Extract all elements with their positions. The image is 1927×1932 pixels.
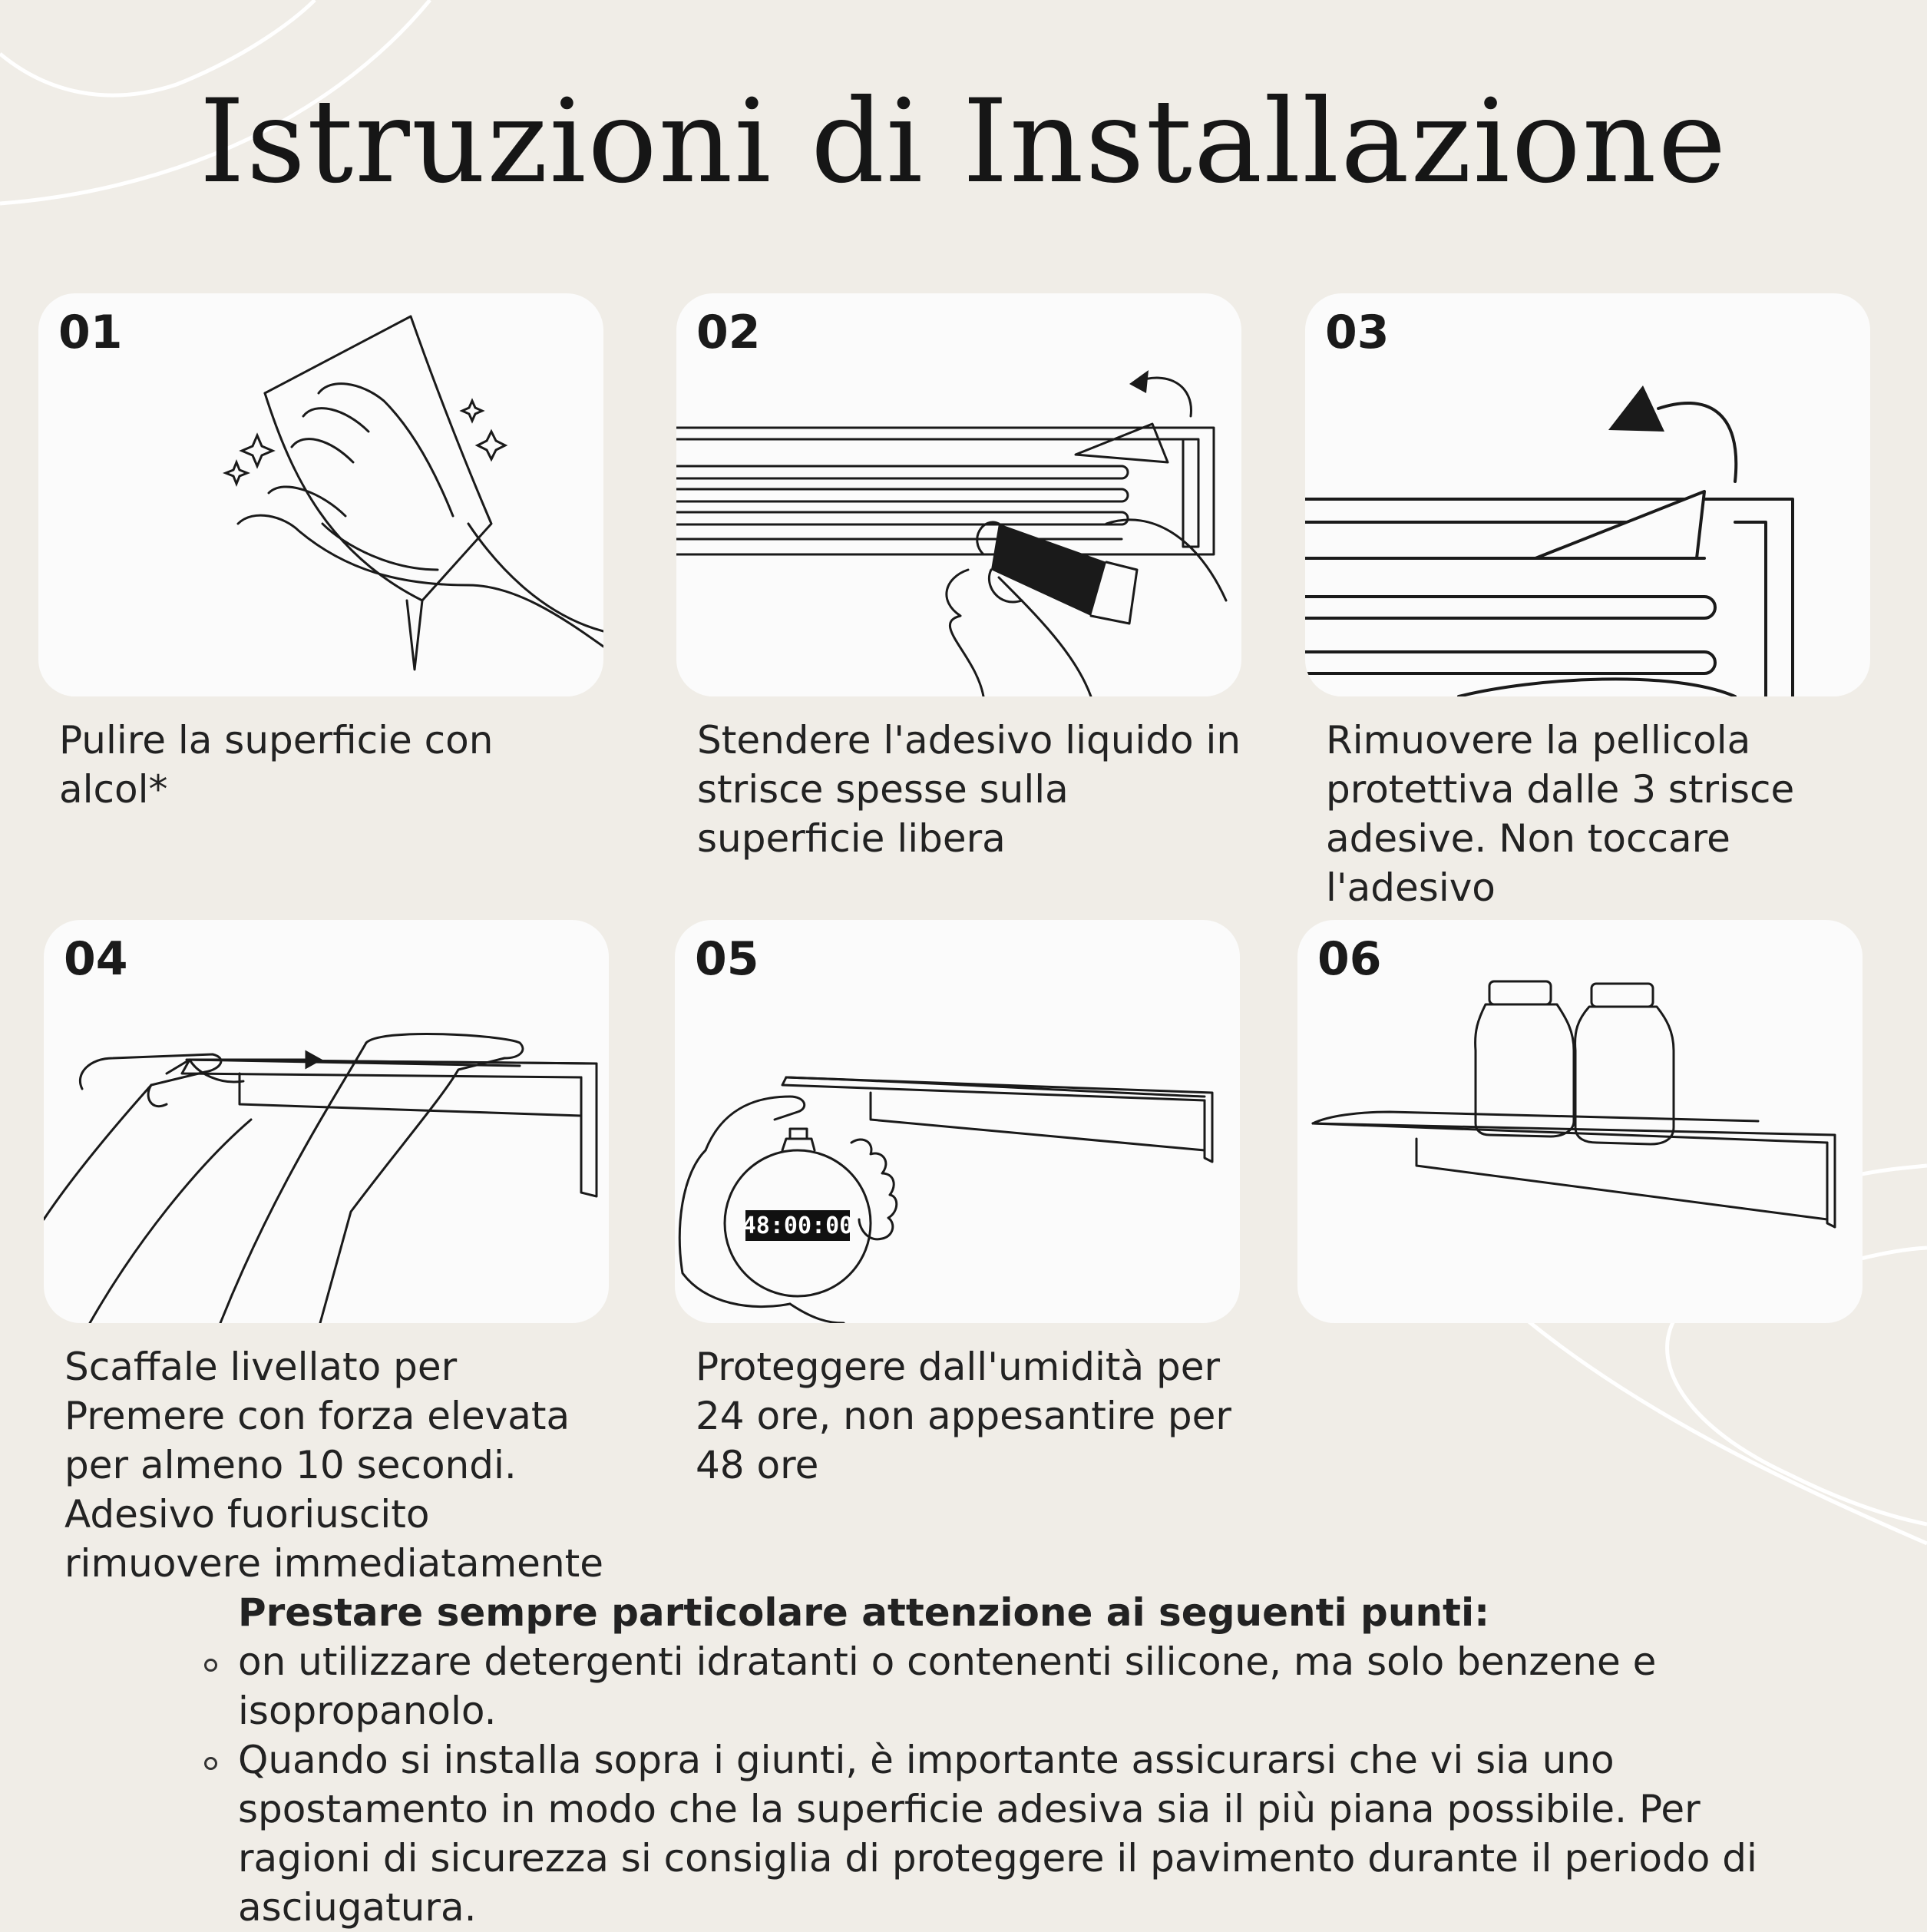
step-number: 05 (695, 932, 759, 986)
step-number: 01 (58, 306, 123, 359)
step-number: 06 (1317, 932, 1382, 986)
step-caption-04: Scaffale livellato per Premere con forza elevata per almeno 10 secondi. Adesivo fuoriuscito rimuovere immediatamente (64, 1345, 604, 1586)
note-text: Quando si installa sopra i giunti, è importante assicurarsi che vi sia uno spostamento in modo che la superficie adesiva sia il più piana possibile. Per ragioni di sicurezza si consiglia di proteggere il pavimento durante il periodo di asciugatura. (238, 1738, 1757, 1930)
notes-list (238, 1637, 1773, 1932)
list-item (238, 1735, 1773, 1932)
step-card-05 (675, 920, 1240, 1323)
note-text: on utilizzare detergenti idratanti o contenenti silicone, ma solo benzene e isopropanolo. (238, 1639, 1657, 1733)
step-card-01 (38, 293, 603, 696)
page-title: Istruzioni di Installazione (199, 75, 1728, 209)
step-card-04 (44, 920, 609, 1323)
step-card-06 (1297, 920, 1863, 1323)
peel-film-illustration (1305, 293, 1870, 696)
adhesive-application-illustration (676, 293, 1241, 696)
step-caption-01: Pulire la superficie con alcol* (59, 718, 494, 812)
step-caption-05: Proteggere dall'umidità per 24 ore, non appesantire per 48 ore (696, 1345, 1231, 1487)
step-number: 02 (696, 306, 761, 359)
loaded-shelf-illustration (1297, 920, 1863, 1323)
step-card-02 (676, 293, 1241, 696)
step-number: 04 (64, 932, 128, 986)
step-caption-02: Stendere l'adesivo liquido in strisce spesse sulla superficie libera (697, 718, 1241, 861)
step-number: 03 (1325, 306, 1390, 359)
press-shelf-illustration (44, 920, 609, 1323)
step-card-03 (1305, 293, 1870, 696)
timer-display: 48:00:00 (742, 1212, 854, 1239)
timer-wait-illustration (675, 920, 1240, 1323)
list-item (238, 1637, 1773, 1735)
notes-heading: Prestare sempre particolare attenzione ai seguenti punti: (238, 1590, 1490, 1635)
bullet-icon (204, 1757, 217, 1770)
bullet-icon (204, 1659, 217, 1672)
notes-section (238, 1588, 1773, 1932)
step-caption-03: Rimuovere la pellicola protettiva dalle 3 strisce adesive. Non toccare l'adesivo (1326, 718, 1795, 910)
cleaning-hand-illustration (38, 293, 603, 696)
